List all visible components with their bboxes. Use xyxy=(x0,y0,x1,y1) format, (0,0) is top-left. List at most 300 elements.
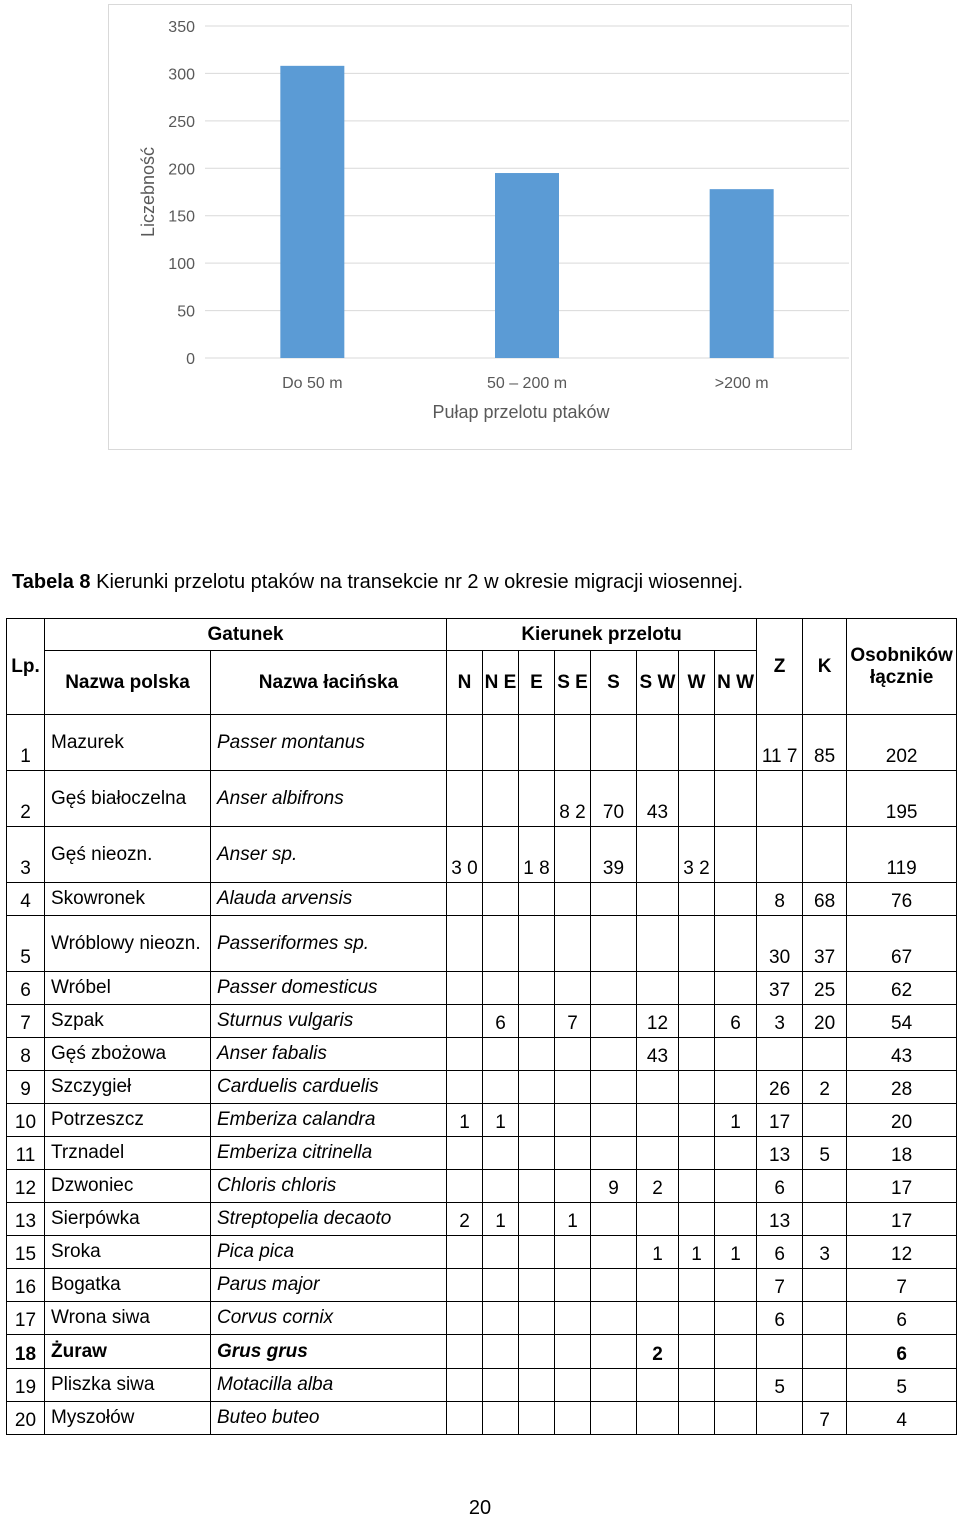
x-tick-label: 50 – 200 m xyxy=(486,375,568,392)
cell-ne xyxy=(483,1236,519,1269)
cell-z: 13 xyxy=(757,1203,803,1236)
header-total: Osobników łącznie xyxy=(847,619,957,715)
cell-pl: Żuraw xyxy=(45,1335,211,1369)
table-row xyxy=(7,771,957,827)
cell-n xyxy=(447,1071,483,1104)
cell-se xyxy=(555,1104,591,1137)
cell-la: Sturnus vulgaris xyxy=(211,1005,447,1038)
cell-se: 1 xyxy=(555,1203,591,1236)
cell-total: 43 xyxy=(847,1038,957,1071)
cell-lp: 8 xyxy=(7,1038,45,1071)
cell-total: 119 xyxy=(847,827,957,883)
cell-z xyxy=(757,1402,803,1435)
cell-lp: 3 xyxy=(7,827,45,883)
cell-lp: 6 xyxy=(7,972,45,1005)
table-row xyxy=(7,1137,957,1170)
cell-sw xyxy=(637,1203,679,1236)
cell-nw xyxy=(715,972,757,1005)
header-NE: N E xyxy=(483,651,519,715)
cell-s xyxy=(591,1104,637,1137)
table-row xyxy=(7,715,957,771)
cell-la: Emberiza calandra xyxy=(211,1104,447,1137)
cell-n xyxy=(447,883,483,916)
cell-n xyxy=(447,1302,483,1335)
cell-ne: 1 xyxy=(483,1203,519,1236)
cell-la: Anser sp. xyxy=(211,827,447,883)
bar xyxy=(710,189,774,358)
cell-sw xyxy=(637,1104,679,1137)
cell-pl: Skowronek xyxy=(45,883,211,916)
cell-n: 1 xyxy=(447,1104,483,1137)
cell-total: 5 xyxy=(847,1369,957,1402)
cell-pl: Gęś białoczelna xyxy=(45,771,211,827)
cell-nw xyxy=(715,715,757,771)
cell-s xyxy=(591,1071,637,1104)
cell-ne: 6 xyxy=(483,1005,519,1038)
cell-total: 28 xyxy=(847,1071,957,1104)
cell-nw xyxy=(715,771,757,827)
cell-pl: Potrzeszcz xyxy=(45,1104,211,1137)
cell-e xyxy=(519,1137,555,1170)
header-SW: S W xyxy=(637,651,679,715)
y-tick-label: 250 xyxy=(168,113,195,131)
cell-k: 3 xyxy=(803,1236,847,1269)
cell-s xyxy=(591,1369,637,1402)
cell-s: 70 xyxy=(591,771,637,827)
cell-k: 85 xyxy=(803,715,847,771)
y-tick-label: 100 xyxy=(168,256,195,274)
cell-la: Carduelis carduelis xyxy=(211,1071,447,1104)
y-tick-label: 50 xyxy=(177,303,195,321)
cell-la: Anser fabalis xyxy=(211,1038,447,1071)
cell-e xyxy=(519,972,555,1005)
cell-w: 1 xyxy=(679,1236,715,1269)
cell-n xyxy=(447,1269,483,1302)
cell-s xyxy=(591,1038,637,1071)
cell-la: Emberiza citrinella xyxy=(211,1137,447,1170)
cell-w xyxy=(679,1402,715,1435)
migration-direction-table xyxy=(6,618,957,1435)
cell-pl: Wróblowy nieozn. xyxy=(45,916,211,972)
cell-nw: 1 xyxy=(715,1104,757,1137)
cell-lp: 9 xyxy=(7,1071,45,1104)
cell-lp: 5 xyxy=(7,916,45,972)
table-caption xyxy=(12,571,743,594)
cell-lp: 7 xyxy=(7,1005,45,1038)
cell-z: 8 xyxy=(757,883,803,916)
cell-total: 195 xyxy=(847,771,957,827)
cell-ne xyxy=(483,1335,519,1369)
cell-se xyxy=(555,1369,591,1402)
cell-la: Alauda arvensis xyxy=(211,883,447,916)
cell-ne xyxy=(483,771,519,827)
cell-s xyxy=(591,883,637,916)
cell-pl: Szczygieł xyxy=(45,1071,211,1104)
y-tick-label: 350 xyxy=(168,19,195,36)
cell-nw xyxy=(715,916,757,972)
cell-pl: Sierpówka xyxy=(45,1203,211,1236)
cell-e xyxy=(519,1071,555,1104)
cell-total: 202 xyxy=(847,715,957,771)
table-row xyxy=(7,827,957,883)
cell-pl: Gęś zbożowa xyxy=(45,1038,211,1071)
cell-pl: Mazurek xyxy=(45,715,211,771)
table-row xyxy=(7,916,957,972)
cell-la: Parus major xyxy=(211,1269,447,1302)
cell-lp: 2 xyxy=(7,771,45,827)
cell-nw xyxy=(715,1302,757,1335)
cell-sw: 43 xyxy=(637,1038,679,1071)
cell-nw xyxy=(715,1402,757,1435)
cell-se xyxy=(555,972,591,1005)
cell-ne: 1 xyxy=(483,1104,519,1137)
cell-w xyxy=(679,1038,715,1071)
cell-k: 25 xyxy=(803,972,847,1005)
cell-sw xyxy=(637,1402,679,1435)
cell-n xyxy=(447,1038,483,1071)
cell-s xyxy=(591,972,637,1005)
cell-ne xyxy=(483,1038,519,1071)
cell-pl: Trznadel xyxy=(45,1137,211,1170)
header-kierunek: Kierunek przelotu xyxy=(447,619,757,651)
cell-nw xyxy=(715,827,757,883)
cell-sw xyxy=(637,916,679,972)
cell-se xyxy=(555,1335,591,1369)
cell-n xyxy=(447,771,483,827)
cell-n xyxy=(447,1005,483,1038)
cell-la: Anser albifrons xyxy=(211,771,447,827)
cell-e xyxy=(519,1369,555,1402)
cell-se xyxy=(555,883,591,916)
cell-w xyxy=(679,916,715,972)
cell-e xyxy=(519,1104,555,1137)
cell-w xyxy=(679,1203,715,1236)
cell-w: 3 2 xyxy=(679,827,715,883)
bar xyxy=(495,173,559,358)
cell-z: 37 xyxy=(757,972,803,1005)
cell-z: 5 xyxy=(757,1369,803,1402)
cell-ne xyxy=(483,1369,519,1402)
cell-z xyxy=(757,771,803,827)
cell-total: 67 xyxy=(847,916,957,972)
cell-total: 4 xyxy=(847,1402,957,1435)
cell-nw xyxy=(715,883,757,916)
cell-n xyxy=(447,1236,483,1269)
header-S: S xyxy=(591,651,637,715)
cell-se xyxy=(555,827,591,883)
cell-e xyxy=(519,916,555,972)
cell-lp: 11 xyxy=(7,1137,45,1170)
cell-total: 7 xyxy=(847,1269,957,1302)
cell-lp: 12 xyxy=(7,1170,45,1203)
bar xyxy=(280,66,344,358)
cell-sw: 1 xyxy=(637,1236,679,1269)
header-W: W xyxy=(679,651,715,715)
cell-nw xyxy=(715,1170,757,1203)
x-axis-title: Pułap przelotu ptaków xyxy=(432,402,610,422)
header-N: N xyxy=(447,651,483,715)
header-nazwa-polska: Nazwa polska xyxy=(45,651,211,715)
cell-la: Grus grus xyxy=(211,1335,447,1369)
cell-k xyxy=(803,1302,847,1335)
cell-nw xyxy=(715,1369,757,1402)
cell-k xyxy=(803,1203,847,1236)
cell-se xyxy=(555,1402,591,1435)
header-NW: N W xyxy=(715,651,757,715)
cell-z xyxy=(757,1038,803,1071)
cell-pl: Bogatka xyxy=(45,1269,211,1302)
cell-nw xyxy=(715,1269,757,1302)
x-tick-label: >200 m xyxy=(714,375,769,392)
cell-e xyxy=(519,1269,555,1302)
cell-z xyxy=(757,1335,803,1369)
table-body xyxy=(7,715,957,1435)
cell-k: 7 xyxy=(803,1402,847,1435)
header-gatunek: Gatunek xyxy=(45,619,447,651)
table-row xyxy=(7,1335,957,1369)
cell-w xyxy=(679,1369,715,1402)
cell-sw xyxy=(637,1071,679,1104)
cell-pl: Gęś nieozn. xyxy=(45,827,211,883)
cell-n: 2 xyxy=(447,1203,483,1236)
cell-s xyxy=(591,1203,637,1236)
cell-z: 26 xyxy=(757,1071,803,1104)
cell-total: 17 xyxy=(847,1203,957,1236)
cell-n xyxy=(447,1137,483,1170)
cell-nw xyxy=(715,1038,757,1071)
bar-chart xyxy=(108,4,852,450)
cell-sw xyxy=(637,883,679,916)
cell-w xyxy=(679,1137,715,1170)
cell-e xyxy=(519,1302,555,1335)
header-E: E xyxy=(519,651,555,715)
cell-total: 20 xyxy=(847,1104,957,1137)
cell-sw xyxy=(637,1269,679,1302)
header-lp: Lp. xyxy=(7,619,45,715)
cell-sw xyxy=(637,715,679,771)
cell-s xyxy=(591,715,637,771)
cell-s xyxy=(591,1335,637,1369)
cell-sw xyxy=(637,1369,679,1402)
cell-ne xyxy=(483,1302,519,1335)
cell-s: 9 xyxy=(591,1170,637,1203)
cell-ne xyxy=(483,1269,519,1302)
header-Z: Z xyxy=(757,619,803,715)
cell-e: 1 8 xyxy=(519,827,555,883)
cell-sw: 12 xyxy=(637,1005,679,1038)
cell-lp: 15 xyxy=(7,1236,45,1269)
cell-z: 30 xyxy=(757,916,803,972)
caption-text: Kierunki przelotu ptaków na transekcie nr 2 w okresie migracji wiosennej. xyxy=(90,571,744,593)
table-row xyxy=(7,972,957,1005)
table-row xyxy=(7,1203,957,1236)
cell-se xyxy=(555,1302,591,1335)
cell-pl: Wrona siwa xyxy=(45,1302,211,1335)
y-tick-label: 150 xyxy=(168,208,195,226)
cell-s xyxy=(591,1269,637,1302)
cell-la: Buteo buteo xyxy=(211,1402,447,1435)
chart-canvas xyxy=(109,5,851,449)
cell-k: 68 xyxy=(803,883,847,916)
cell-sw xyxy=(637,827,679,883)
cell-se xyxy=(555,1170,591,1203)
cell-sw: 2 xyxy=(637,1170,679,1203)
y-tick-label: 0 xyxy=(186,351,195,368)
cell-s xyxy=(591,1137,637,1170)
cell-pl: Myszołów xyxy=(45,1402,211,1435)
cell-pl: Wróbel xyxy=(45,972,211,1005)
cell-nw: 6 xyxy=(715,1005,757,1038)
cell-lp: 19 xyxy=(7,1369,45,1402)
cell-w xyxy=(679,1170,715,1203)
cell-se xyxy=(555,1137,591,1170)
cell-pl: Sroka xyxy=(45,1236,211,1269)
table-row xyxy=(7,1170,957,1203)
cell-n xyxy=(447,972,483,1005)
cell-e xyxy=(519,1170,555,1203)
table-row xyxy=(7,1038,957,1071)
cell-k xyxy=(803,827,847,883)
y-axis-title: Liczebność xyxy=(138,146,158,238)
cell-lp: 16 xyxy=(7,1269,45,1302)
cell-la: Passer montanus xyxy=(211,715,447,771)
cell-sw xyxy=(637,1302,679,1335)
cell-n: 3 0 xyxy=(447,827,483,883)
cell-n xyxy=(447,1335,483,1369)
cell-se xyxy=(555,1071,591,1104)
cell-lp: 13 xyxy=(7,1203,45,1236)
cell-sw xyxy=(637,1137,679,1170)
cell-lp: 18 xyxy=(7,1335,45,1369)
cell-w xyxy=(679,1302,715,1335)
cell-ne xyxy=(483,1402,519,1435)
cell-total: 76 xyxy=(847,883,957,916)
cell-k xyxy=(803,1104,847,1137)
header-SE: S E xyxy=(555,651,591,715)
table-row xyxy=(7,1236,957,1269)
cell-total: 17 xyxy=(847,1170,957,1203)
cell-lp: 17 xyxy=(7,1302,45,1335)
cell-w xyxy=(679,1335,715,1369)
cell-ne xyxy=(483,1170,519,1203)
cell-k xyxy=(803,1269,847,1302)
table-row xyxy=(7,1104,957,1137)
table-row xyxy=(7,1071,957,1104)
cell-nw: 1 xyxy=(715,1236,757,1269)
cell-z: 7 xyxy=(757,1269,803,1302)
cell-e xyxy=(519,1038,555,1071)
cell-pl: Pliszka siwa xyxy=(45,1369,211,1402)
cell-w xyxy=(679,972,715,1005)
cell-total: 12 xyxy=(847,1236,957,1269)
cell-lp: 20 xyxy=(7,1402,45,1435)
cell-w xyxy=(679,771,715,827)
header-K: K xyxy=(803,619,847,715)
cell-e xyxy=(519,1203,555,1236)
cell-k xyxy=(803,1335,847,1369)
cell-k xyxy=(803,1170,847,1203)
cell-la: Pica pica xyxy=(211,1236,447,1269)
cell-nw xyxy=(715,1071,757,1104)
table-row xyxy=(7,1402,957,1435)
cell-total: 54 xyxy=(847,1005,957,1038)
header-nazwa-lacinska: Nazwa łacińska xyxy=(211,651,447,715)
cell-se xyxy=(555,1269,591,1302)
cell-sw: 43 xyxy=(637,771,679,827)
cell-la: Passeriformes sp. xyxy=(211,916,447,972)
cell-z: 6 xyxy=(757,1170,803,1203)
cell-k: 5 xyxy=(803,1137,847,1170)
cell-s xyxy=(591,1402,637,1435)
cell-se xyxy=(555,1038,591,1071)
cell-z: 13 xyxy=(757,1137,803,1170)
cell-pl: Dzwoniec xyxy=(45,1170,211,1203)
cell-e xyxy=(519,1335,555,1369)
cell-se xyxy=(555,715,591,771)
cell-nw xyxy=(715,1335,757,1369)
cell-n xyxy=(447,715,483,771)
cell-total: 18 xyxy=(847,1137,957,1170)
cell-n xyxy=(447,1369,483,1402)
cell-z: 11 7 xyxy=(757,715,803,771)
cell-k: 2 xyxy=(803,1071,847,1104)
cell-e xyxy=(519,883,555,916)
cell-se: 8 2 xyxy=(555,771,591,827)
cell-nw xyxy=(715,1137,757,1170)
cell-ne xyxy=(483,715,519,771)
cell-w xyxy=(679,1104,715,1137)
cell-z: 3 xyxy=(757,1005,803,1038)
cell-w xyxy=(679,1005,715,1038)
page-number: 20 xyxy=(468,1497,492,1519)
cell-z xyxy=(757,827,803,883)
cell-s xyxy=(591,1005,637,1038)
cell-ne xyxy=(483,827,519,883)
cell-s xyxy=(591,1236,637,1269)
cell-sw xyxy=(637,972,679,1005)
table-row xyxy=(7,1005,957,1038)
cell-nw xyxy=(715,1203,757,1236)
cell-k xyxy=(803,771,847,827)
cell-ne xyxy=(483,883,519,916)
table-row xyxy=(7,1269,957,1302)
cell-k: 37 xyxy=(803,916,847,972)
cell-ne xyxy=(483,916,519,972)
cell-w xyxy=(679,715,715,771)
cell-ne xyxy=(483,1071,519,1104)
cell-e xyxy=(519,1402,555,1435)
cell-k: 20 xyxy=(803,1005,847,1038)
cell-e xyxy=(519,771,555,827)
cell-s xyxy=(591,916,637,972)
cell-s: 39 xyxy=(591,827,637,883)
caption-label: Tabela 8 xyxy=(12,571,91,593)
table-row xyxy=(7,883,957,916)
cell-la: Corvus cornix xyxy=(211,1302,447,1335)
cell-total: 62 xyxy=(847,972,957,1005)
cell-ne xyxy=(483,972,519,1005)
x-tick-label: Do 50 m xyxy=(282,375,343,392)
cell-z: 17 xyxy=(757,1104,803,1137)
cell-la: Streptopelia decaoto xyxy=(211,1203,447,1236)
cell-w xyxy=(679,883,715,916)
cell-w xyxy=(679,1269,715,1302)
cell-se xyxy=(555,916,591,972)
cell-se xyxy=(555,1236,591,1269)
cell-lp: 4 xyxy=(7,883,45,916)
cell-k xyxy=(803,1369,847,1402)
cell-la: Passer domesticus xyxy=(211,972,447,1005)
